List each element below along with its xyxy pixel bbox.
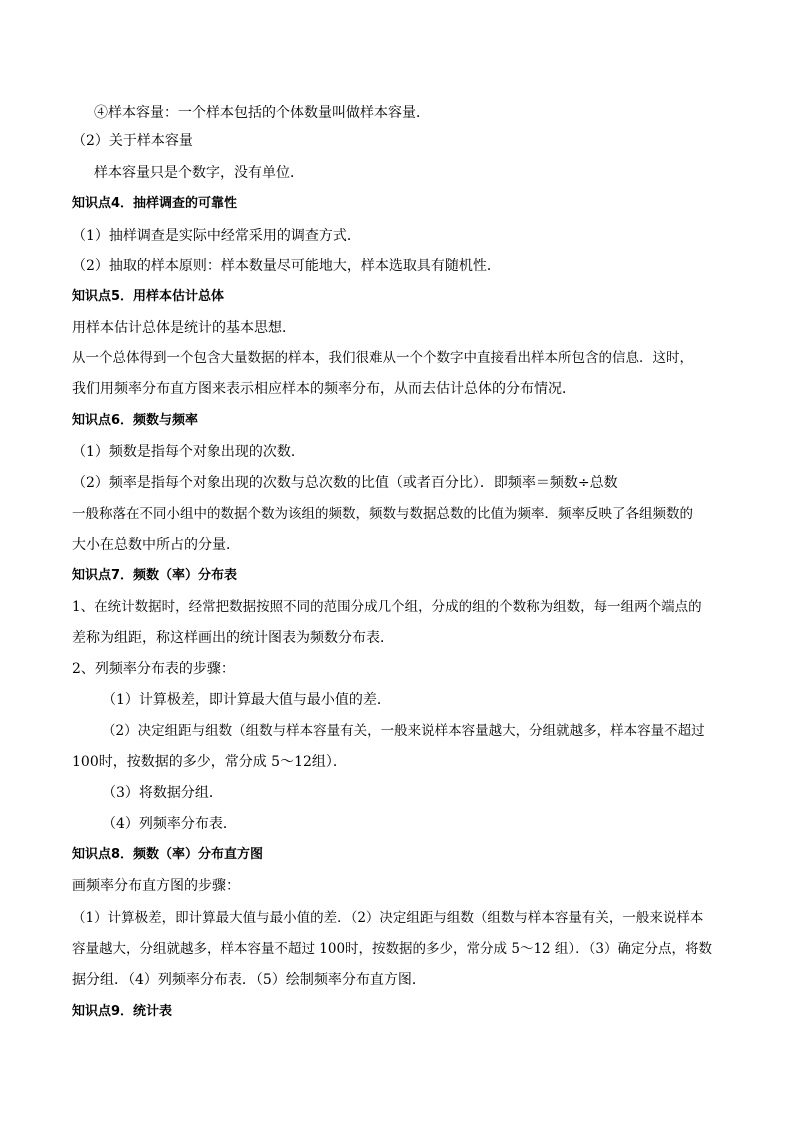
section-heading: 知识点4．抽样调查的可靠性	[72, 196, 238, 211]
section-heading: 知识点8．频数（率）分布直方图	[72, 847, 264, 862]
text-line: 样本容量只是个数字，没有单位．	[94, 165, 304, 181]
text-line: ④样本容量：一个样本包括的个体数量叫做样本容量．	[94, 105, 430, 121]
text-line: （2）抽取的样本原则：样本数量尽可能地大，样本选取具有随机性．	[72, 258, 501, 274]
text-line: 一般称落在不同小组中的数据个数为该组的频数，频数与数据总数的比值为频率．频率反映了各组频数的	[72, 506, 693, 522]
text-line: 差称为组距，称这样画出的统计图表为频数分布表．	[72, 630, 394, 646]
text-line: 据分组．（4）列频率分布表．（5）绘制频率分布直方图．	[72, 972, 426, 988]
text-line: （3）将数据分组．	[102, 785, 223, 801]
text-line: 2、列频率分布表的步骤：	[72, 661, 235, 677]
text-line: 用样本估计总体是统计的基本思想．	[72, 320, 296, 336]
text-line: （2）决定组距与组数（组数与样本容量有关，一般来说样本容量越大，分组就越多，样本容量不超过	[102, 723, 705, 739]
text-line: 大小在总数中所占的分量．	[72, 537, 240, 553]
text-line: （2）频率是指每个对象出现的次数与总次数的比值（或者百分比）．即频率＝频数÷总数	[72, 475, 618, 491]
text-line: 100时，按数据的多少，常分成 5～12组）．	[72, 754, 347, 770]
text-line: （1）计算极差，即计算最大值与最小值的差．	[102, 692, 391, 708]
text-line: 从一个总体得到一个包含大量数据的样本，我们很难从一个个数字中直接看出样本所包含的信息．这时，	[72, 350, 693, 366]
section-heading: 知识点9．统计表	[72, 1004, 173, 1019]
text-line: （4）列频率分布表．	[102, 816, 237, 832]
section-heading: 知识点6．频数与频率	[72, 413, 199, 428]
text-line: 画频率分布直方图的步骤：	[72, 878, 240, 894]
text-line: （1）频数是指每个对象出现的次数．	[72, 444, 305, 460]
text-line: 我们用频率分布直方图来表示相应样本的频率分布，从而去估计总体的分布情况．	[72, 381, 576, 397]
text-line: 1、在统计数据时，经常把数据按照不同的范围分成几个组，分成的组的个数称为组数，每一组两个端点的	[72, 599, 702, 615]
text-line: （1）计算极差，即计算最大值与最小值的差．（2）决定组距与组数（组数与样本容量有关，一般来说样本	[72, 910, 704, 926]
text-line: （1）抽样调查是实际中经常采用的调查方式．	[72, 228, 361, 244]
text-line: 容量越大，分组就越多，样本容量不超过 100时，按数据的多少，常分成 5～12 组）．（3）确定分点，将数	[72, 941, 712, 957]
section-heading: 知识点7．频数（率）分布表	[72, 568, 238, 583]
text-line: （2）关于样本容量	[72, 133, 193, 149]
section-heading: 知识点5．用样本估计总体	[72, 289, 225, 304]
